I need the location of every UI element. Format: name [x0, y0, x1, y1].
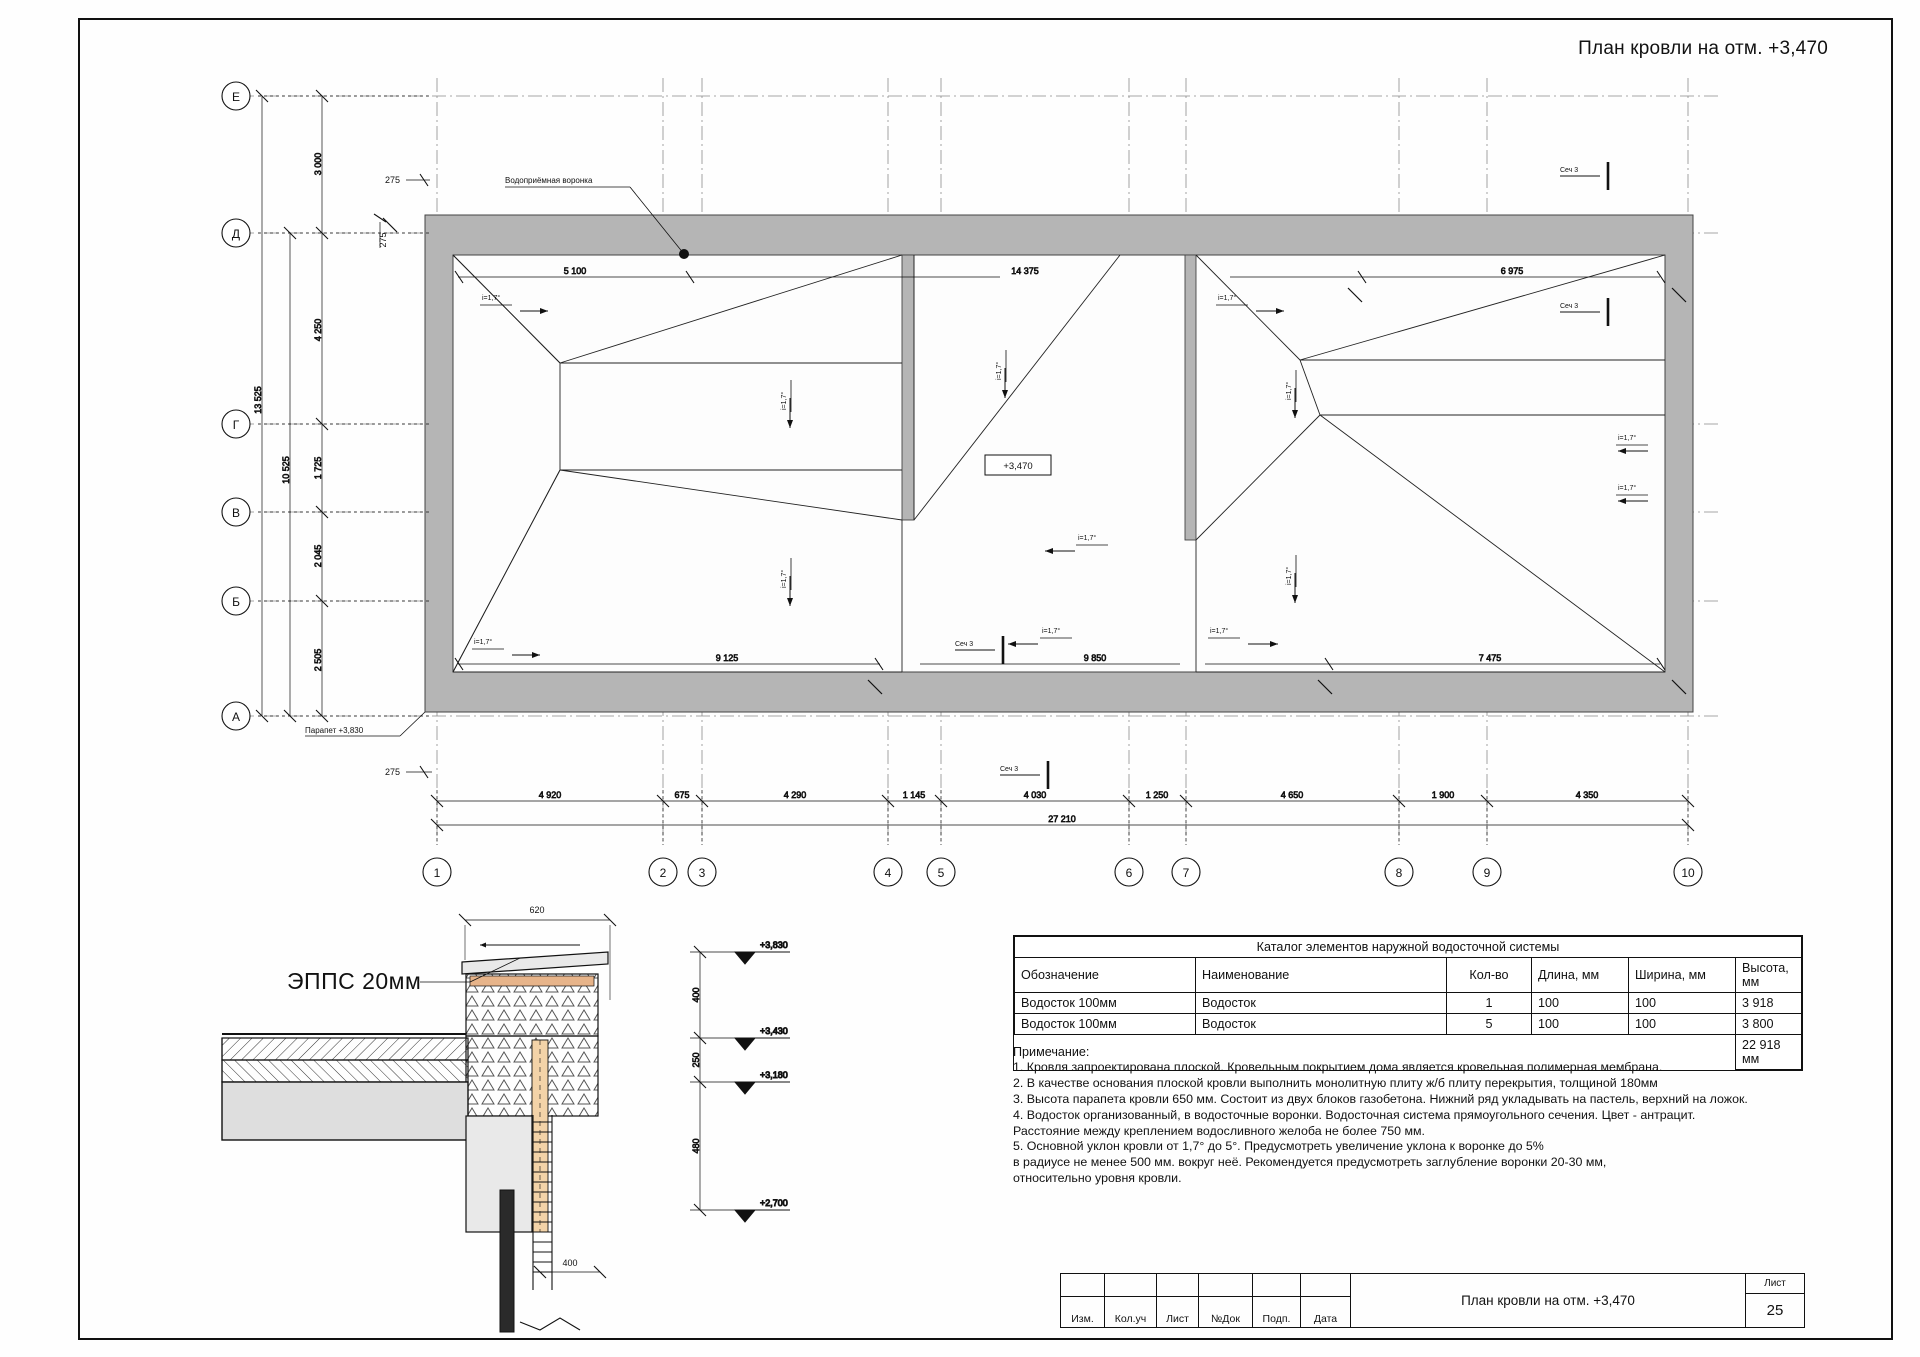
spec-header-5: Высота, мм	[1736, 958, 1802, 993]
svg-text:8: 8	[1395, 866, 1403, 880]
roof-level-mark	[985, 455, 1051, 475]
svg-text:Водоприёмная воронка: Водоприёмная воронка	[505, 176, 593, 185]
svg-text:400: 400	[562, 1258, 578, 1268]
svg-text:Сеч 3: Сеч 3	[1560, 167, 1579, 174]
svg-text:10 525: 10 525	[281, 456, 291, 484]
spec-r0-c5: 3 918	[1736, 993, 1802, 1014]
stamp-col-izm: Изм.	[1061, 1274, 1105, 1327]
plan-axis-bubbles-horizontal	[423, 858, 1702, 886]
svg-text:620: 620	[529, 905, 545, 915]
svg-text:i=1,7°: i=1,7°	[1618, 485, 1637, 492]
svg-text:i=1,7°: i=1,7°	[781, 569, 788, 588]
bottom-dim-chain	[431, 790, 1694, 845]
roof-internal-wall-2	[1185, 255, 1196, 540]
svg-text:480: 480	[691, 1138, 701, 1154]
svg-text:5: 5	[937, 866, 945, 880]
stamp-col-ndok: №Док	[1199, 1274, 1253, 1327]
spec-r1-c5: 3 800	[1736, 1014, 1802, 1035]
stamp-col-data: Дата	[1301, 1274, 1351, 1327]
roof-internal-wall-1	[902, 255, 914, 520]
svg-text:i=1,7°: i=1,7°	[996, 361, 1003, 380]
svg-text:+3,830: +3,830	[760, 940, 788, 950]
spec-r0-c0: Водосток 100мм	[1015, 993, 1196, 1014]
page-title: План кровли на отм. +3,470	[1578, 38, 1828, 59]
svg-text:Б: Б	[232, 595, 240, 609]
svg-text:6: 6	[1125, 866, 1133, 880]
section-mark-1	[1560, 162, 1608, 190]
svg-text:4 250: 4 250	[313, 318, 323, 342]
spec-header-2: Кол-во	[1447, 958, 1532, 993]
svg-text:Г: Г	[232, 418, 240, 432]
svg-text:+3,180: +3,180	[760, 1070, 788, 1080]
plan-axis-bubbles-vertical	[222, 82, 250, 730]
svg-text:1 250: 1 250	[1145, 790, 1169, 800]
svg-text:1: 1	[433, 866, 441, 880]
svg-text:1 900: 1 900	[1431, 790, 1455, 800]
stamp-sheet-label: Лист	[1746, 1274, 1804, 1294]
stamp-col-koluch: Кол.уч	[1105, 1274, 1157, 1327]
svg-text:i=1,7°: i=1,7°	[1286, 381, 1293, 400]
svg-text:А: А	[231, 710, 241, 724]
svg-text:6 975: 6 975	[1500, 266, 1524, 276]
spec-r0-c1: Водосток	[1196, 993, 1447, 1014]
roof-field	[453, 255, 1665, 672]
spec-r1-c1: Водосток	[1196, 1014, 1447, 1035]
spec-r1-c2: 5	[1447, 1014, 1532, 1035]
note-line-7: в радиусе не менее 500 мм. вокруг неё. Рекомендуется предусмотреть заглубление воронки 20-30 мм,	[1013, 1155, 1607, 1170]
note-line-2: 2. В качестве основания плоской кровли выполнить монолитную плиту ж/б плиту перекрытия, толщиной 180мм	[1013, 1075, 1658, 1090]
svg-text:9 125: 9 125	[715, 653, 739, 663]
title-block-revision-columns	[1061, 1274, 1351, 1327]
svg-text:4: 4	[884, 866, 892, 880]
svg-text:4 290: 4 290	[783, 790, 807, 800]
spec-header-1: Наименование	[1196, 958, 1447, 993]
note-line-3: 3. Высота парапета кровли 650 мм. Состоит из двух блоков газобетона. Нижний ряд укладывать на пастель, верхний на ложок.	[1013, 1091, 1748, 1106]
svg-text:7 475: 7 475	[1478, 653, 1502, 663]
parapet-detail-drawing	[222, 905, 790, 1332]
svg-text:i=1,7°: i=1,7°	[1078, 535, 1097, 542]
svg-text:13 525: 13 525	[253, 386, 263, 414]
note-line-6: 5. Основной уклон кровли от 1,7° до 5°. Предусмотреть увеличение уклона к воронке до 5%	[1013, 1139, 1544, 1154]
spec-header-0: Обозначение	[1015, 958, 1196, 993]
svg-text:7: 7	[1182, 866, 1190, 880]
table-row	[1015, 993, 1802, 1014]
spec-r1-c3: 100	[1532, 1014, 1629, 1035]
svg-text:Сеч 3: Сеч 3	[955, 641, 974, 648]
svg-text:Сеч 3: Сеч 3	[1000, 766, 1019, 773]
stamp-col-podp: Подп.	[1253, 1274, 1301, 1327]
spec-r0-c2: 1	[1447, 993, 1532, 1014]
svg-text:+2,700: +2,700	[760, 1198, 788, 1208]
spec-r0-c3: 100	[1532, 993, 1629, 1014]
stamp-title: План кровли на отм. +3,470	[1351, 1274, 1746, 1327]
spec-header-3: Длина, мм	[1532, 958, 1629, 993]
svg-text:2: 2	[659, 866, 667, 880]
spec-total: 22 918 мм	[1736, 1035, 1802, 1070]
svg-text:1 145: 1 145	[902, 790, 926, 800]
note-line-4: 4. Водосток организованный, в водосточные воронки. Водосточная система прямоугольного сечения. Цвет - антрацит.	[1013, 1107, 1696, 1122]
svg-text:275: 275	[384, 767, 400, 777]
notes-header: Примечание:	[1013, 1045, 1090, 1059]
spec-r1-c0: Водосток 100мм	[1015, 1014, 1196, 1035]
svg-text:675: 675	[674, 790, 690, 800]
svg-text:9 850: 9 850	[1083, 653, 1107, 663]
svg-text:i=1,7°: i=1,7°	[781, 391, 788, 410]
stamp-col-list: Лист	[1157, 1274, 1199, 1327]
svg-text:27 210: 27 210	[1048, 814, 1076, 824]
spec-r0-c4: 100	[1629, 993, 1736, 1014]
notes-block	[1013, 1044, 1813, 1187]
title-block	[1060, 1273, 1805, 1328]
svg-text:i=1,7°: i=1,7°	[1210, 628, 1229, 635]
svg-text:Парапет +3,830: Парапет +3,830	[305, 726, 364, 735]
svg-text:В: В	[231, 506, 241, 520]
svg-text:14 375: 14 375	[1011, 266, 1039, 276]
svg-text:4 030: 4 030	[1023, 790, 1047, 800]
spec-r1-c4: 100	[1629, 1014, 1736, 1035]
note-line-5: Расстояние между креплением водосливного желоба не более 750 мм.	[1013, 1123, 1425, 1138]
svg-text:10: 10	[1681, 866, 1695, 880]
svg-text:i=1,7°: i=1,7°	[1618, 435, 1637, 442]
section-mark-4	[1000, 761, 1048, 789]
svg-text:Е: Е	[231, 90, 241, 104]
svg-text:3 000: 3 000	[313, 152, 323, 176]
svg-text:1 725: 1 725	[313, 456, 323, 480]
svg-text:2 045: 2 045	[313, 544, 323, 568]
svg-text:i=1,7°: i=1,7°	[1286, 566, 1293, 585]
svg-text:Сеч 3: Сеч 3	[1560, 303, 1579, 310]
svg-text:+3,470: +3,470	[1003, 461, 1033, 472]
vertical-dim-chain	[253, 90, 430, 722]
svg-text:4 650: 4 650	[1280, 790, 1304, 800]
svg-text:9: 9	[1483, 866, 1491, 880]
svg-text:250: 250	[691, 1052, 701, 1068]
svg-text:400: 400	[691, 987, 701, 1003]
stamp-sheet-number: 25	[1766, 1302, 1784, 1319]
note-line-1: 1. Кровля запроектирована плоской. Кровельным покрытием дома является кровельная полимерная мембрана.	[1013, 1060, 1663, 1075]
svg-text:i=1,7°: i=1,7°	[1042, 628, 1061, 635]
detail-material-label: ЭППС 20мм	[287, 968, 422, 994]
svg-text:5 100: 5 100	[563, 266, 587, 276]
svg-text:4 350: 4 350	[1575, 790, 1599, 800]
svg-text:4 920: 4 920	[538, 790, 562, 800]
svg-text:2 505: 2 505	[313, 648, 323, 672]
spec-title: Каталог элементов наружной водосточной системы	[1015, 937, 1802, 958]
svg-text:275: 275	[384, 175, 400, 185]
svg-text:i=1,7°: i=1,7°	[474, 639, 493, 646]
svg-text:275: 275	[378, 232, 388, 248]
table-row	[1015, 1014, 1802, 1035]
svg-text:Д: Д	[231, 227, 241, 241]
roof-offset-dims	[374, 174, 432, 778]
svg-text:i=1,7°: i=1,7°	[1218, 295, 1237, 302]
note-line-8: относительно уровня кровли.	[1013, 1171, 1182, 1186]
svg-text:i=1,7°: i=1,7°	[482, 295, 501, 302]
spec-header-4: Ширина, мм	[1629, 958, 1736, 993]
svg-text:+3,430: +3,430	[760, 1026, 788, 1036]
svg-text:3: 3	[698, 866, 706, 880]
